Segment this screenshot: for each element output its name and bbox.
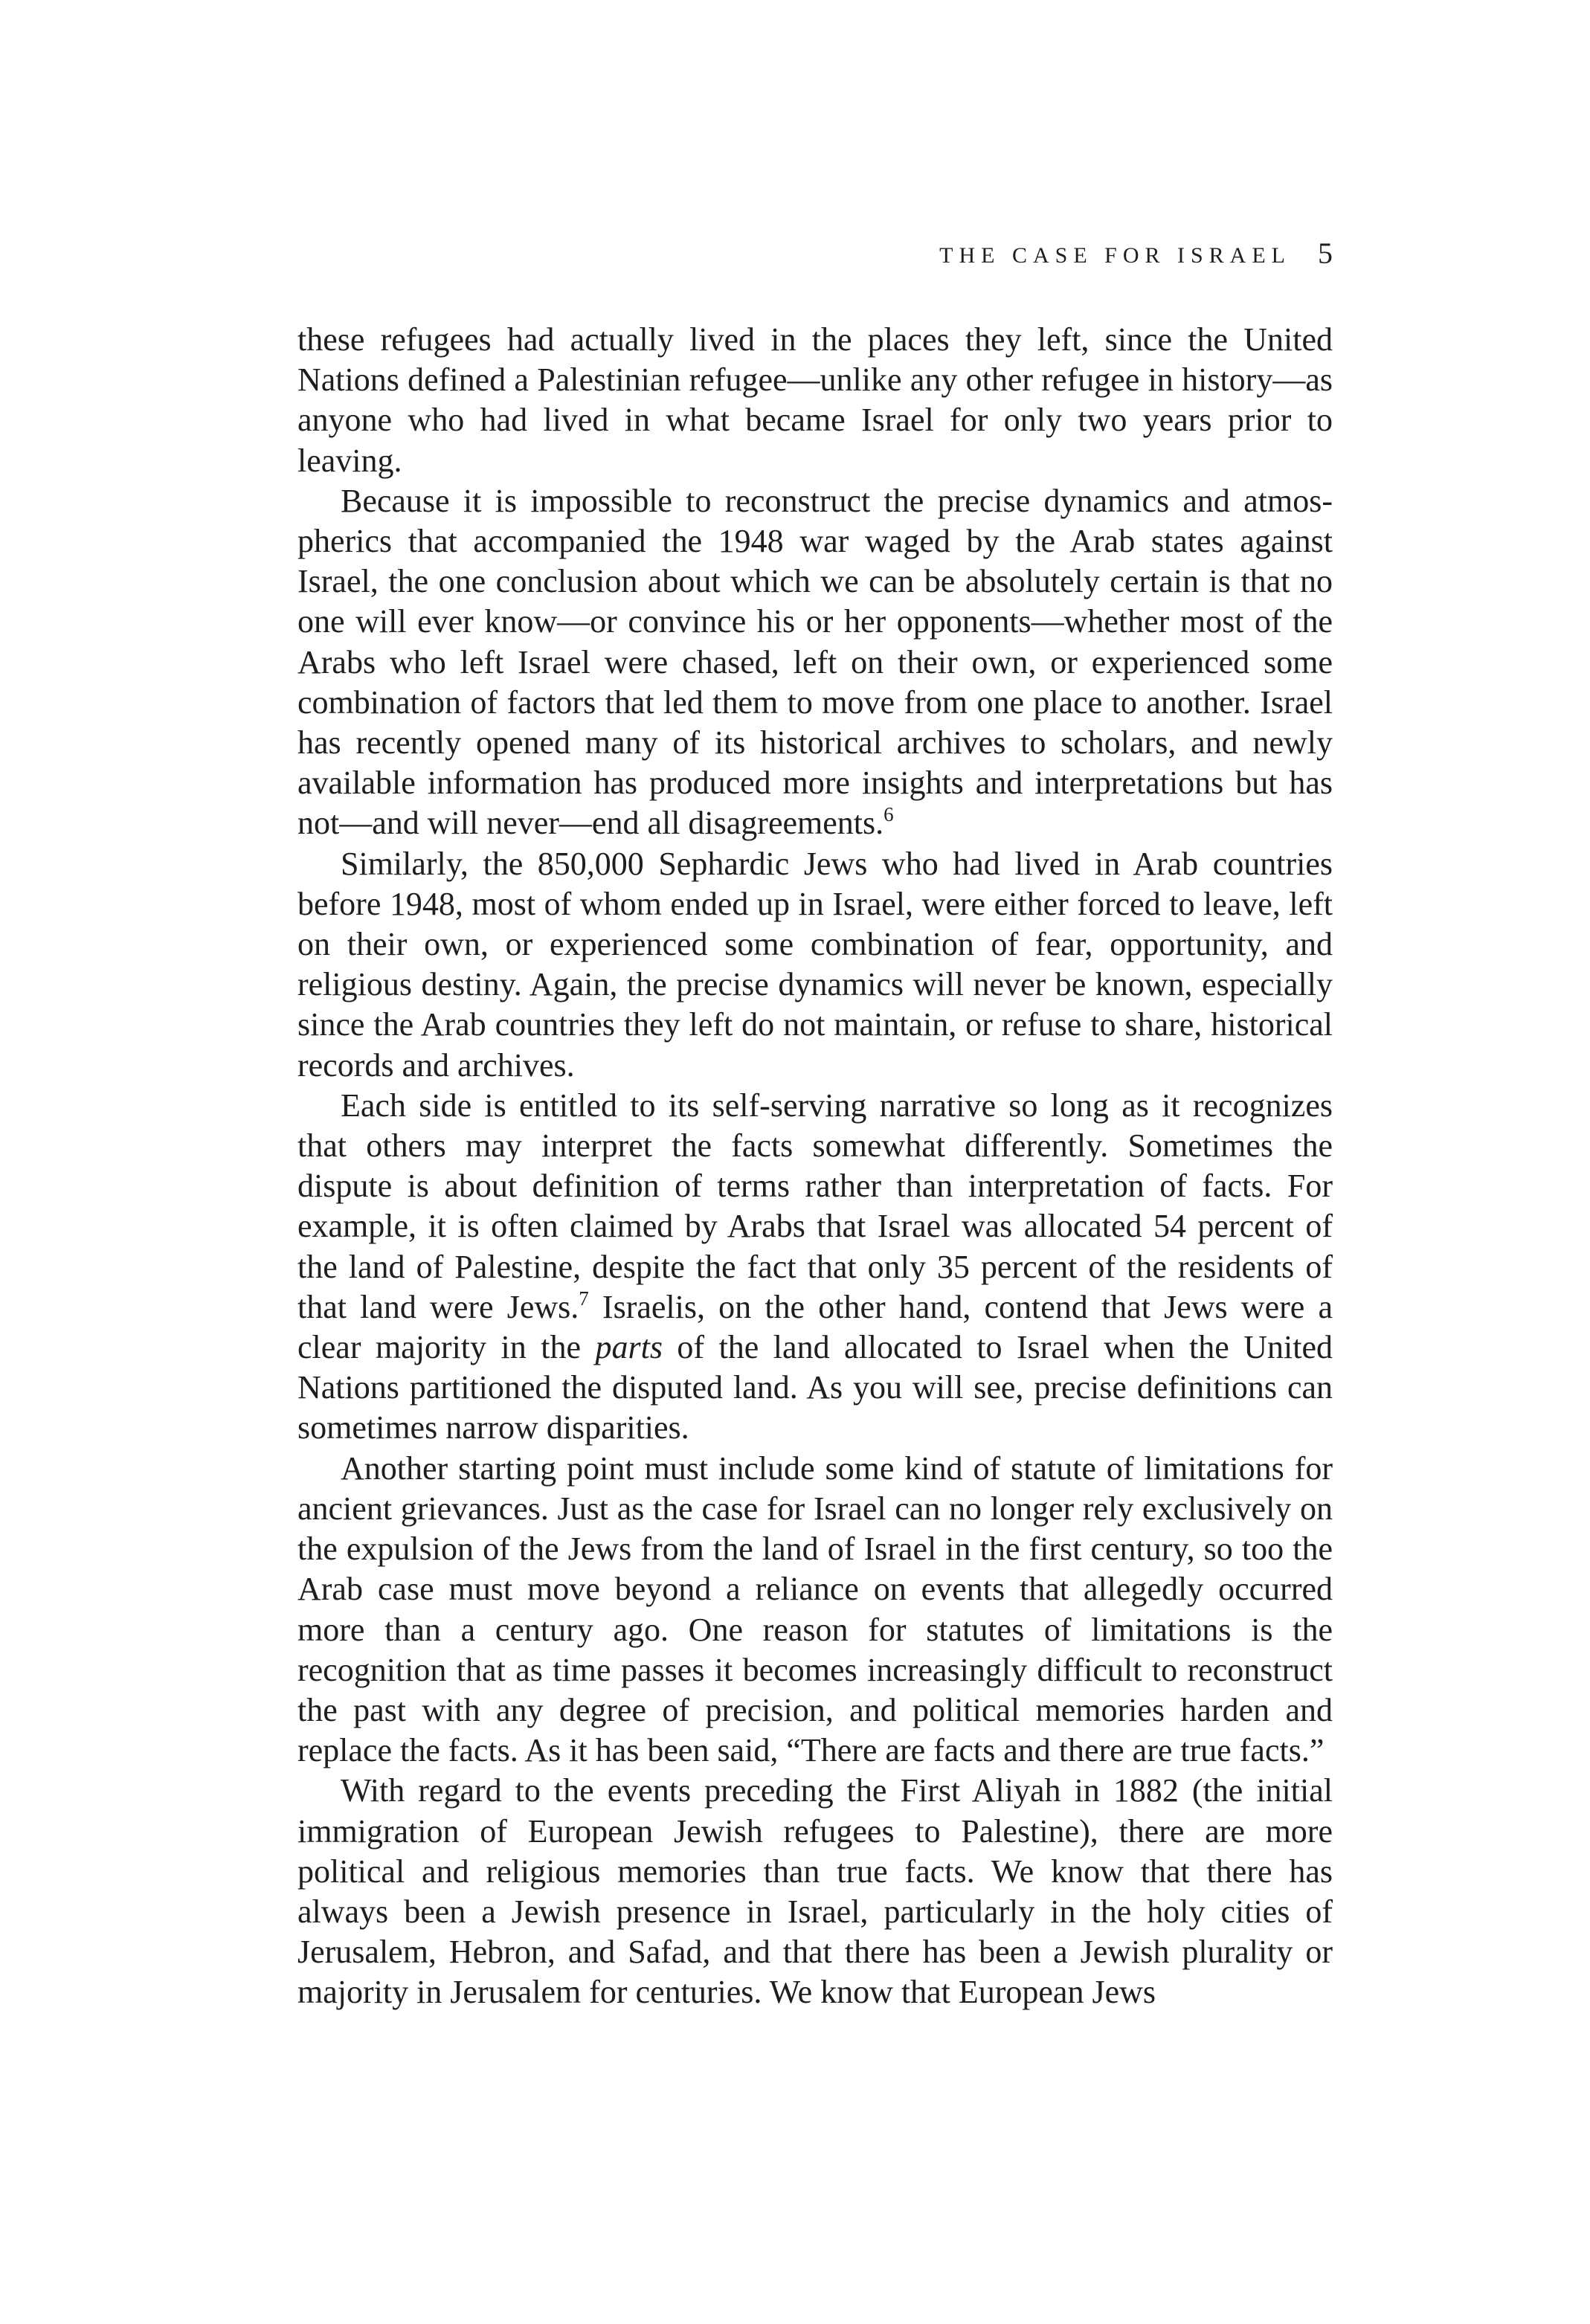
- paragraph: [297, 1449, 1333, 1771]
- running-head-title: THE CASE FOR ISRAEL: [939, 243, 1291, 268]
- body-text: [297, 320, 1333, 2013]
- page-number: 5: [1318, 236, 1333, 270]
- emphasis-text: parts: [595, 1329, 663, 1366]
- paragraph: [297, 481, 1333, 844]
- paragraph: [297, 320, 1333, 481]
- text-run: Each side is entitled to its self-serving narrative so long as it recognizes that others may interpret the facts somewhat differently. Sometimes the dispute is about definition of terms rather than interpretation of facts. For example, it is often claimed by Arabs that Israel was allocated 54 percent of the land of Palestine, despite the fact that only 35 percent of the residents of that land were Jews.: [297, 1087, 1333, 1325]
- text-run: With regard to the events preceding the First Aliyah in 1882 (the initial immigration of European Jewish refugees to Palestine), there are more political and religious memories than true facts. We know that there has always been a Jewish presence in Israel, particularly in the holy cities of Jerusalem, Hebron, and Safad, and that there has been a Jewish plurality or majority in Jerusalem for centuries. We know that European Jews: [297, 1772, 1333, 2011]
- text-run: of the land allocated to Israel when the United Nations partitioned the disputed land. As you will see, precise definitions can sometimes narrow disparities.: [297, 1329, 1333, 1446]
- paragraph: [297, 1086, 1333, 1449]
- text-run: these refugees had actually lived in the places they left, since the United Nations defined a Palestinian refugee—unlike any other refugee in history—as anyone who had lived in what became Israel for only two years prior to leaving.: [297, 321, 1333, 479]
- paragraph: [297, 844, 1333, 1086]
- text-run: Because it is impossible to reconstruct the precise dynamics and atmospherics that accompanied the 1948 war waged by the Arab states against Israel, the one conclusion about which we can be absolutely certain is that no one will ever know—or convince his or her opponents—whether most of the Arabs who left Israel were chased, left on their own, or experienced some combination of factors that led them to move from one place to another. Israel has recently opened many of its historical archives to scholars, and newly available information has produced more insights and interpretations but has not—and will never—end all disagreements.: [297, 482, 1333, 842]
- running-head: [297, 236, 1333, 273]
- paragraph: [297, 1771, 1333, 2012]
- text-run: Another starting point must include some kind of statute of limitations for ancient grievances. Just as the case for Israel can no longer rely exclusively on the expulsion of the Jews from the land of Israel in the first century, so too the Arab case must move beyond a reliance on events that allegedly occurred more than a century ago. One reason for statutes of limitations is the recognition that as time passes it becomes increasingly difficult to reconstruct the past with any degree of precision, and political memories harden and replace the facts. As it has been said, “There are facts and there are true facts.”: [297, 1449, 1333, 1769]
- footnote-marker: 6: [883, 803, 894, 826]
- text-run: Israelis, on the other hand, contend that Jews were a clear majority in the: [297, 1288, 1333, 1366]
- footnote-marker: 7: [579, 1287, 589, 1310]
- text-run: Similarly, the 850,000 Sephardic Jews who had lived in Arab countries before 1948, most of whom ended up in Israel, were either forced to leave, left on their own, or experienced some combination of fear, opportunity, and religious destiny. Again, the precise dynamics will never be known, especially since the Arab countries they left do not maintain, or refuse to share, historical records and archives.: [297, 845, 1333, 1084]
